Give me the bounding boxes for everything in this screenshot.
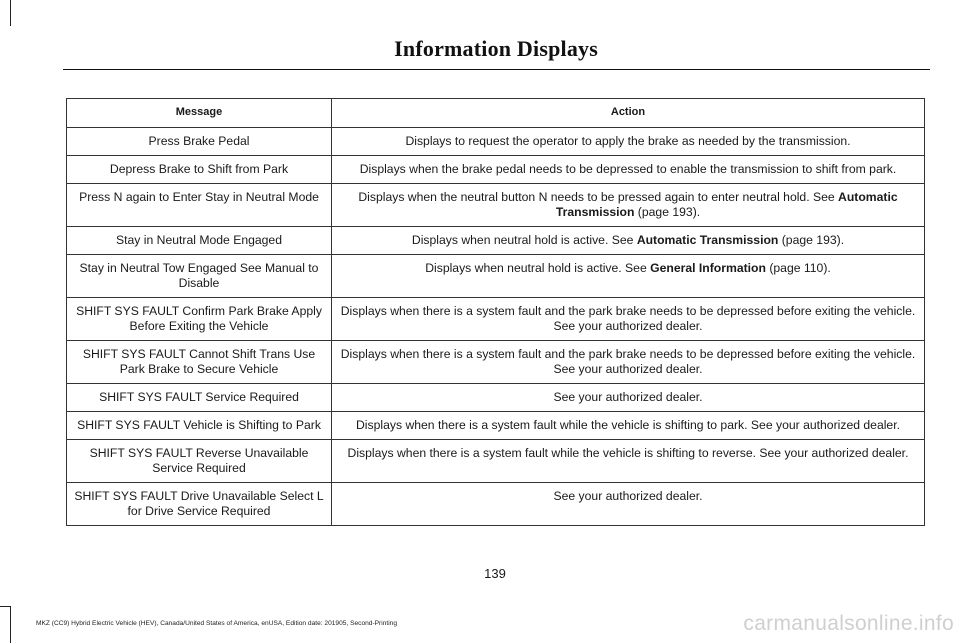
message-cell: Press N again to Enter Stay in Neutral Mode xyxy=(67,184,332,227)
table-row xyxy=(67,128,925,156)
action-text: Displays when there is a system fault and the park brake needs to be depressed before exiting the vehicle. See your authorized dealer. xyxy=(340,347,916,376)
action-cell xyxy=(332,384,925,412)
cross-reference: General Information xyxy=(650,261,766,275)
action-cell xyxy=(332,227,925,255)
message-cell: SHIFT SYS FAULT Cannot Shift Trans Use Park Brake to Secure Vehicle xyxy=(67,341,332,384)
action-cell xyxy=(332,184,925,227)
message-cell: Depress Brake to Shift from Park xyxy=(67,156,332,184)
action-cell xyxy=(332,483,925,526)
action-text: See your authorized dealer. xyxy=(553,489,703,503)
message-cell: SHIFT SYS FAULT Vehicle is Shifting to Park xyxy=(67,412,332,440)
table-row xyxy=(67,384,925,412)
action-text: Displays when there is a system fault while the vehicle is shifting to park. See your authorized dealer. xyxy=(356,418,900,432)
table-row xyxy=(67,440,925,483)
action-text: Displays when there is a system fault and the park brake needs to be depressed before exiting the vehicle. See your authorized dealer. xyxy=(340,304,916,333)
header-action: Action xyxy=(332,99,925,128)
message-cell: SHIFT SYS FAULT Drive Unavailable Select L for Drive Service Required xyxy=(67,483,332,526)
action-text: Displays when the neutral button N needs to be pressed again to enter neutral hold. See xyxy=(358,190,839,204)
cross-reference: Automatic Transmission xyxy=(636,233,779,247)
watermark: carmanualsonline.info xyxy=(743,612,954,635)
title-rule xyxy=(63,69,930,70)
action-text: Displays when there is a system fault while the vehicle is shifting to reverse. See your authorized dealer. xyxy=(347,446,909,460)
action-cell xyxy=(332,412,925,440)
table-header-row xyxy=(67,99,925,128)
table-body xyxy=(67,128,925,526)
action-text: Displays when the brake pedal needs to be depressed to enable the transmission to shift from park. xyxy=(359,162,897,176)
message-cell: SHIFT SYS FAULT Reverse Unavailable Service Required xyxy=(67,440,332,483)
table-row xyxy=(67,483,925,526)
action-cell xyxy=(332,440,925,483)
action-text: (page 110). xyxy=(765,261,831,275)
message-cell: SHIFT SYS FAULT Confirm Park Brake Apply Before Exiting the Vehicle xyxy=(67,298,332,341)
action-text: (page 193). xyxy=(778,233,845,247)
table-row xyxy=(67,341,925,384)
action-text: See your authorized dealer. xyxy=(553,390,703,404)
action-cell xyxy=(332,341,925,384)
action-cell xyxy=(332,128,925,156)
table-row xyxy=(67,298,925,341)
message-cell: Stay in Neutral Mode Engaged xyxy=(67,227,332,255)
action-text: Displays when neutral hold is active. See xyxy=(411,233,637,247)
action-cell xyxy=(332,298,925,341)
message-cell: Stay in Neutral Tow Engaged See Manual to Disable xyxy=(67,255,332,298)
crop-mark-top-left xyxy=(10,0,11,26)
table-row xyxy=(67,184,925,227)
cross-reference: Automatic Transmission xyxy=(555,190,898,219)
table-row xyxy=(67,156,925,184)
page-title: Information Displays xyxy=(394,36,598,61)
table-row xyxy=(67,412,925,440)
header-message: Message xyxy=(67,99,332,128)
action-cell xyxy=(332,255,925,298)
action-text: (page 193). xyxy=(634,205,701,219)
message-cell: SHIFT SYS FAULT Service Required xyxy=(67,384,332,412)
action-text: Displays to request the operator to apply the brake as needed by the transmission. xyxy=(405,134,851,148)
messages-table xyxy=(66,98,925,526)
page-number: 139 xyxy=(484,566,506,581)
message-cell: Press Brake Pedal xyxy=(67,128,332,156)
table-row xyxy=(67,255,925,298)
footer-text: MKZ (CC9) Hybrid Electric Vehicle (HEV), Canada/United States of America, enUSA, Edition date: 201905, Second-Printing xyxy=(36,620,397,627)
action-cell xyxy=(332,156,925,184)
crop-mark-bottom-left-horizontal xyxy=(0,606,10,607)
table-row xyxy=(67,227,925,255)
action-text: Displays when neutral hold is active. See xyxy=(425,261,651,275)
crop-mark-bottom-left xyxy=(10,606,11,643)
